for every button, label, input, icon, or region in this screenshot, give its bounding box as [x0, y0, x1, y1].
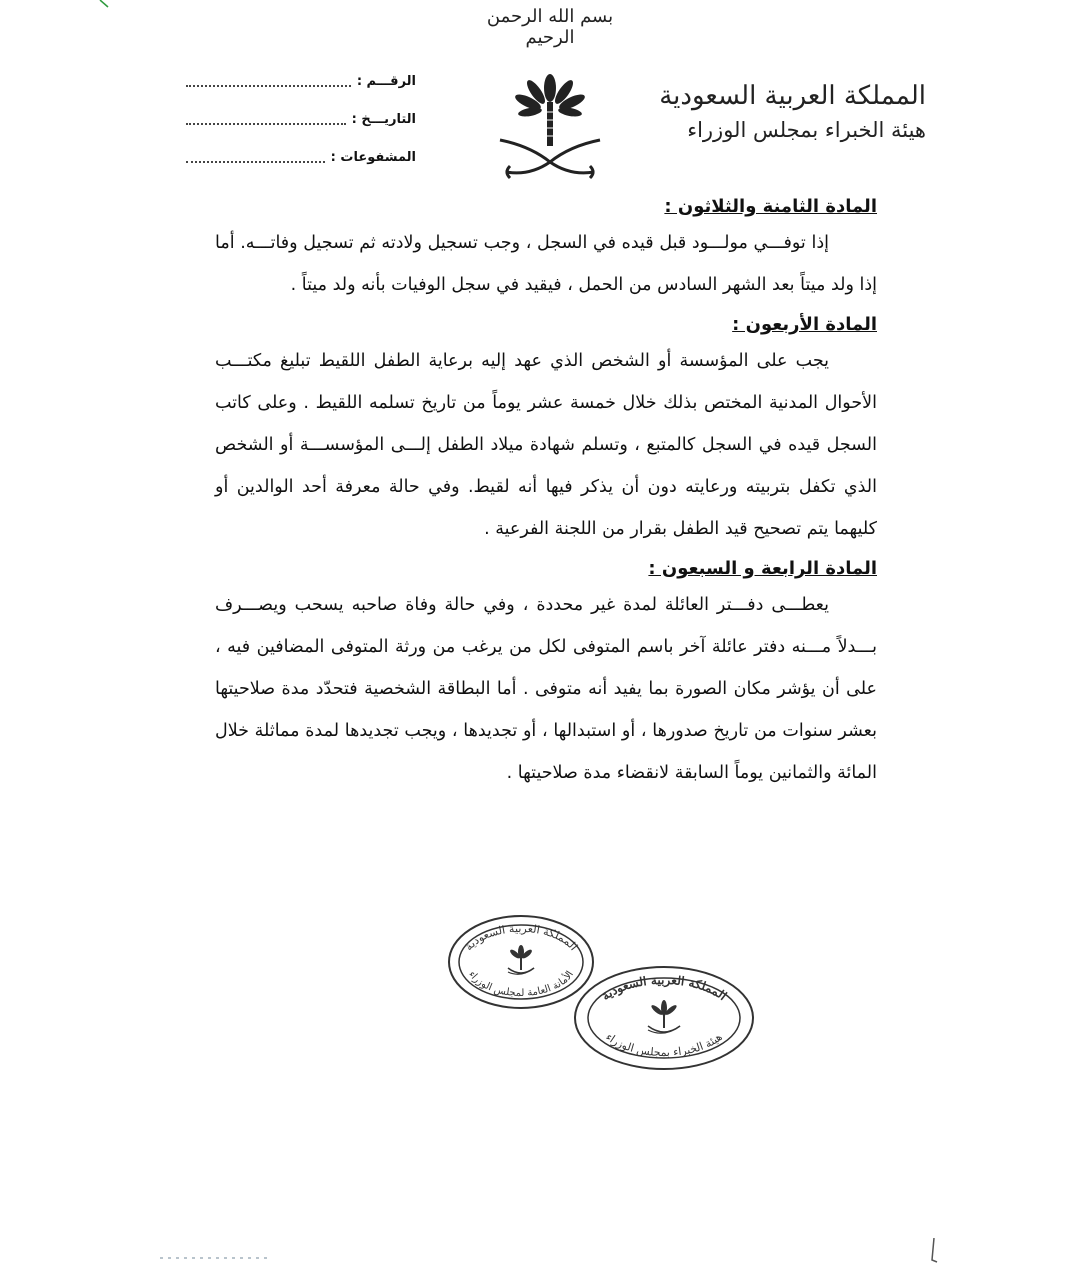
document-body: [215, 192, 877, 794]
article-text: يجب على المؤسسة أو الشخص الذي عهد إليه برعاية الطفل اللقيط تبليغ مكتـــب الأحوال المدنية المختص بذلك خلال خمسة عشر يوماً من تاريخ تسلمه اللقيط . وعلى كاتب السجل قيده في السجل كالمتبع ، وتسلم شهادة ميلاد الطفل إلـــى المؤسســـة أو الشخص الذي تكفل بتربيته ورعايته دون أن يذكر فيها أنه لقيط. وفي حالة معرفة أحد الوالدين أو كليهما يتم تصحيح قيد الطفل بقرار من اللجنة الفرعية .: [215, 351, 877, 539]
field-date-line: [186, 113, 346, 125]
footer-bracket-mark: [928, 1238, 938, 1264]
basmala: بسم الله الرحمن الرحيم: [486, 6, 614, 48]
seal-text-bottom: هيئة الخبراء بمجلس الوزراء: [603, 1030, 725, 1060]
org-name-line1: المملكة العربية السعودية: [659, 81, 926, 111]
article-heading: المادة الرابعة و السبعون :: [648, 558, 877, 579]
field-attachments-line: [186, 151, 325, 163]
article-38: [215, 192, 877, 306]
article-74: [215, 554, 877, 794]
field-number: [180, 62, 416, 100]
official-seal-icon: [572, 964, 756, 1072]
seal-text-top: المملكة العربية السعودية: [598, 972, 730, 1004]
saudi-emblem-palm-swords-icon: [490, 66, 610, 186]
footer-faint-mark: [150, 1252, 450, 1262]
field-date: [180, 100, 416, 138]
field-number-label: الرقـــم :: [356, 73, 416, 89]
letterhead-org: [656, 78, 926, 146]
article-heading: المادة الثامنة والثلاثون :: [664, 196, 877, 217]
seal-text-bottom: الأمانة العامة لمجلس الوزراء: [466, 969, 577, 1000]
org-name-line2: هيئة الخبراء بمجلس الوزراء: [687, 118, 926, 142]
article-heading: المادة الأربعون :: [732, 314, 877, 335]
svg-text:هيئة الخبراء بمجلس الوزراء: [603, 1030, 725, 1059]
field-date-label: التاريـــخ :: [351, 111, 416, 127]
svg-text:المملكة العربية السعودية: [599, 973, 730, 1003]
seal-text-top: المملكة العربية السعودية: [462, 921, 581, 954]
article-text: إذا توفـــي مولـــود قبل قيده في السجل ، وجب تسجيل ولادته ثم تسجيل وفاتـــه. أما إذا ولد ميتاً بعد الشهر السادس من الحمل ، فيقيد في سجل الوفيات بأنه ولد ميتاً .: [215, 233, 877, 295]
article-text: يعطـــى دفـــتر العائلة لمدة غير محددة ، وفي حالة وفاة صاحبه يسحب ويصـــرف بـــدلاً مـــنه دفتر عائلة آخر باسم المتوفى لكل من يرغب من ورثة المتوفى المضافين فيه ، على أن يؤشر مكان الصورة بما يفيد أنه متوفى . أما البطاقة الشخصية فتحدّد مدة صلاحيتها بعشر سنوات من تاريخ صدورها ، أو استبدالها ، أو تجديدها ، ويجب تجديدها لمدة مماثلة خلال المائة والثمانين يوماً السابقة لانقضاء مدة صلاحيتها .: [215, 595, 877, 783]
reference-fields: [180, 62, 416, 176]
corner-mark-icon: [98, 0, 116, 8]
article-40: [215, 310, 877, 550]
field-attachments: [180, 138, 416, 176]
field-number-line: [186, 75, 351, 87]
field-attachments-label: المشفوعات :: [330, 149, 416, 165]
